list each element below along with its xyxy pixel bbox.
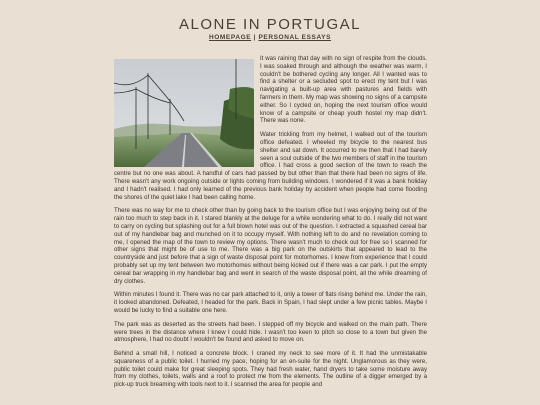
road-photo [114, 59, 254, 167]
article-paragraph: There was no way for me to check other than by going back to the tourism office but I was enjoying being out of the rain too much to step back in it. I stared blankly at the deluge for a while wondering what to do. I really did not want to carry on cycling but splashing out for a full blown hotel was out of the question. I extracted a squashed cereal bar out of my handlebar bag and munched on it to occupy myself. With nothing left to do and no revelation coming to me, I opened the map of the town to review my options. There wasn't much to check out for free so I scanned for other signs that might be of use to me. There was a big park on the outskirts that appeared to lead to the countryside and just before that a sign of waste disposal point for motorhomes. I knew from experience that I could probably set up my tent between two motorhomes without being kicked out if there was a car park. I put the empty cereal bar wrapping in my handlebar bag and went in search of the waste disposal point, all the while dreaming of dry clothes. [114, 207, 427, 285]
site-title: ALONE IN PORTUGAL [179, 16, 361, 33]
site-nav [0, 34, 540, 41]
nav-separator: | [253, 34, 257, 41]
article-paragraph: It was raining that day with no sign of respite from the clouds. I was soaked through and although the weather was warm, I couldn't be bothered cycling any longer. All I wanted was to find a shelter or a secluded spot to erect my tent but I was navigating a built-up area with pastures and fields with farmers in them. My map was showing no signs of a campsite either. So I cycled on, hoping the next tourism office would know of a campsite or cheap youth hostel my map didn't. There was none. [260, 55, 427, 125]
article-body [114, 55, 427, 395]
article-paragraph: Water trickling from my helmet, I walked out of the tourism office defeated. I wheeled my bicycle to the nearest bus shelter and sat down. It occurred to me then that I had barely seen a soul outside of the two members of staff in the tourism office. I had cross a good section of the town to reach the centre but no one was about. A handful of cars had passed by but other than that there had been no signs of life. There wasn't any work ongoing outside or lights coming from building windows. I wondered if it was a bank holiday and I hadn't realised. I had only learned of the previous bank holiday by accident when people had come flooding the shores of the quiet lake I had been calling home. [114, 131, 427, 201]
article-paragraph: Within minutes I found it. There was no car park attached to it, only a tower of flats rising behind me. Under the rain, it looked abandoned. Defeated, I headed for the park. Back in Spain, I had slept under a few picnic tables. Maybe I would be lucky to find a suitable one here. [114, 291, 427, 314]
article-paragraph: Behind a small hill, I noticed a concrete block. I craned my neck to see more of it. It had the unmistakable squareness of a public toilet. I hurried my pace, hoping for an en-suite for the night. Unglamorous as they were, public toilet could make for great sleeping spots. They had fresh water, hand dryers to take some moisture away from my clothes, toilets, walls and a roof to protect me from the elements. The outline of a digger emerged by a pick-up truck breaming with tools next to it. I scanned the area for people and [114, 350, 427, 389]
nav-link-homepage[interactable]: HOMEPAGE [208, 34, 252, 41]
article-paragraph: The park was as deserted as the streets had been. I stepped off my bicycle and walked on the main path. There were trees in the distance where I knew I could hide. I wasn't too keen to pitch so close to a town but given the atmosphere, I had no doubt I wouldn't be found and asked to move on. [114, 320, 427, 344]
nav-link-personal-essays[interactable]: PERSONAL ESSAYS [258, 34, 332, 41]
